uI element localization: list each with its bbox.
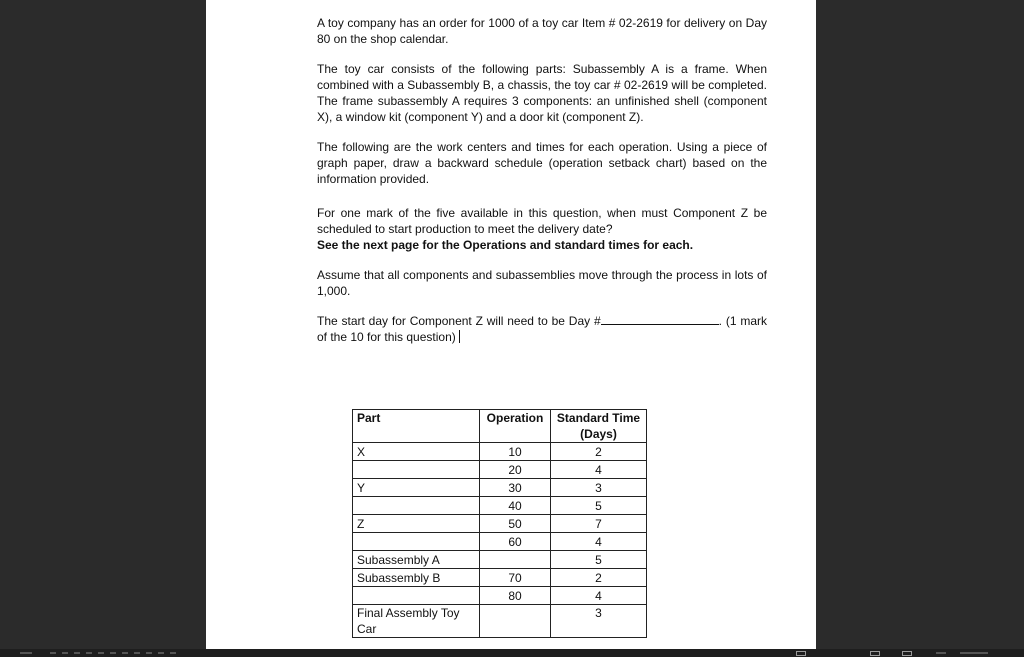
cell-time: 3 <box>551 479 647 497</box>
view-layout-icon[interactable] <box>796 651 806 656</box>
web-layout-icon[interactable] <box>902 651 912 656</box>
cell-operation: 50 <box>480 515 551 533</box>
cell-time: 5 <box>551 551 647 569</box>
status-bar-segment <box>20 652 32 654</box>
table-row <box>353 569 647 587</box>
cell-time: 2 <box>551 569 647 587</box>
cell-time: 5 <box>551 497 647 515</box>
header-operation: Operation <box>480 410 551 443</box>
cell-operation: 10 <box>480 443 551 461</box>
answer-prompt: The start day for Component Z will need to be Day # <box>317 314 601 328</box>
cell-time: 2 <box>551 443 647 461</box>
table-header-row <box>353 410 647 443</box>
header-standard-time: Standard Time (Days) <box>551 410 647 443</box>
cell-part: X <box>353 443 480 461</box>
header-part: Part <box>353 410 480 443</box>
table-row <box>353 497 647 515</box>
cell-time: 4 <box>551 461 647 479</box>
operations-table <box>352 409 647 638</box>
cell-part <box>353 587 480 605</box>
cell-part <box>353 533 480 551</box>
cell-operation: 60 <box>480 533 551 551</box>
cell-part <box>353 497 480 515</box>
paragraph-question: For one mark of the five available in this question, when must Component Z be scheduled to start production to meet the delivery date? <box>317 206 767 236</box>
cell-operation: 20 <box>480 461 551 479</box>
table-row <box>353 533 647 551</box>
cell-time: 4 <box>551 587 647 605</box>
paragraph-lots: Assume that all components and subassemblies move through the process in lots of 1,000. <box>317 268 767 298</box>
cell-operation <box>480 551 551 569</box>
cell-part: Y <box>353 479 480 497</box>
cell-time: 7 <box>551 515 647 533</box>
table-row <box>353 443 647 461</box>
table-row <box>353 605 647 638</box>
paragraph-answer-line <box>317 313 767 345</box>
cell-part: Subassembly A <box>353 551 480 569</box>
zoom-minus-icon[interactable] <box>936 652 946 654</box>
table-row <box>353 461 647 479</box>
cell-operation: 80 <box>480 587 551 605</box>
cell-part: Final Assembly Toy Car <box>353 605 480 638</box>
cell-time: 4 <box>551 533 647 551</box>
cell-part <box>353 461 480 479</box>
table-row <box>353 551 647 569</box>
paragraph-parts: The toy car consists of the following parts: Subassembly A is a frame. When combined with a Subassembly B, a chassis, the toy car # 02-2619 will be completed. The frame subassembly A requires 3 components: an unfinished shell (component X), a window kit (component Y) and a door kit (component Z). <box>317 62 767 124</box>
cell-operation <box>480 605 551 638</box>
paragraph-next-page-note: See the next page for the Operations and standard times for each. <box>317 238 694 252</box>
cell-operation: 40 <box>480 497 551 515</box>
paragraph-order: A toy company has an order for 1000 of a toy car Item # 02-2619 for delivery on Day 80 on the shop calendar. <box>317 16 767 46</box>
cell-time: 3 <box>551 605 647 638</box>
table-row <box>353 479 647 497</box>
cell-operation: 30 <box>480 479 551 497</box>
table-row <box>353 515 647 533</box>
text-cursor <box>459 330 460 343</box>
zoom-slider[interactable] <box>960 652 988 654</box>
paragraph-work-centers: The following are the work centers and times for each operation. Using a piece of graph paper, draw a backward schedule (operation setback chart) based on the information provided. <box>317 140 767 186</box>
cell-part: Z <box>353 515 480 533</box>
document-page <box>206 0 816 649</box>
answer-blank[interactable] <box>601 313 719 325</box>
cell-part: Subassembly B <box>353 569 480 587</box>
question-text <box>317 15 767 345</box>
table-row <box>353 587 647 605</box>
status-bar <box>0 649 1024 657</box>
status-bar-text-placeholder <box>50 652 180 654</box>
cell-operation: 70 <box>480 569 551 587</box>
answer-mark-note: . (1 mark of the 10 for this question) <box>317 314 767 344</box>
print-layout-icon[interactable] <box>870 651 880 656</box>
